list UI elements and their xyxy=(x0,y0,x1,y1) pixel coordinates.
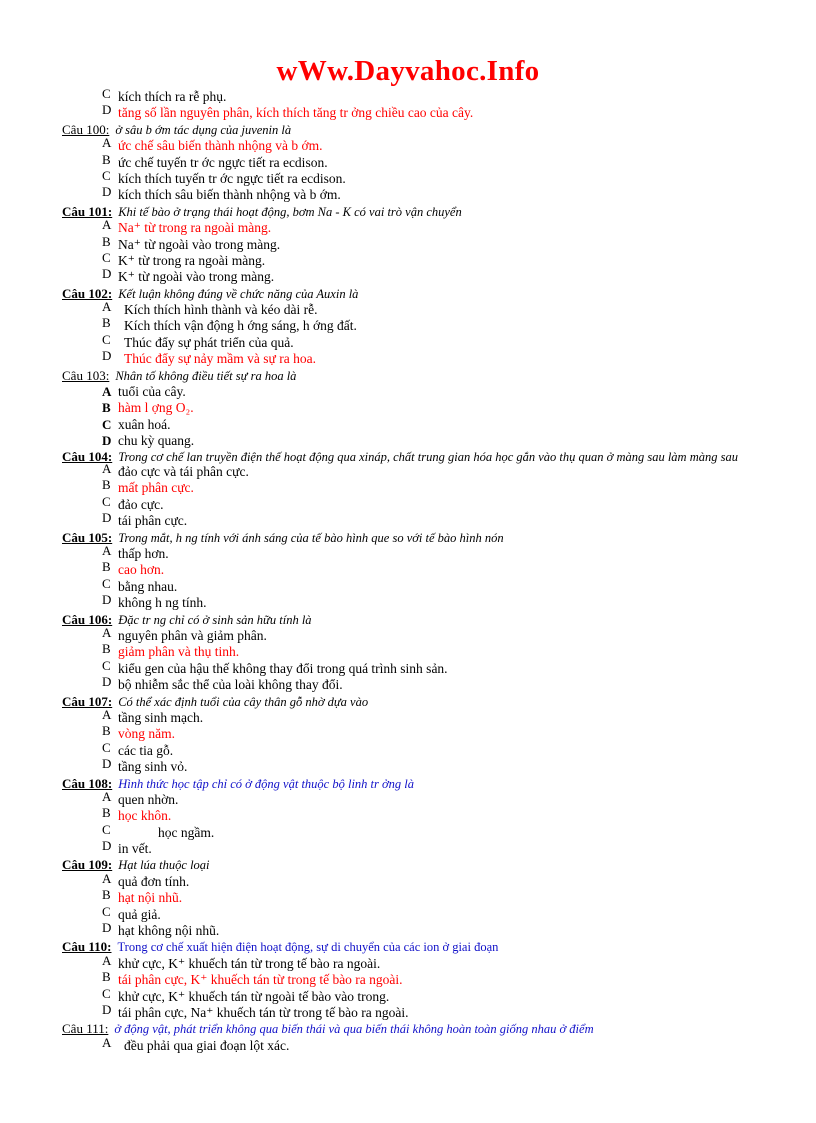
option-letter: A xyxy=(102,625,112,640)
question-number: Câu 100: xyxy=(62,121,110,137)
option-letter: C xyxy=(102,331,111,347)
answer-option xyxy=(62,625,762,644)
answer-option xyxy=(62,348,762,367)
answer-option xyxy=(62,805,762,824)
option-text: cao hơn. xyxy=(118,562,165,578)
option-letter: B xyxy=(102,641,111,657)
answer-option xyxy=(62,543,762,562)
answer-option xyxy=(62,266,762,285)
option-letter: D xyxy=(102,920,112,936)
option-letter: C xyxy=(102,167,111,183)
question-text: Trong cơ chế lan truyền điện thế hoạt động qua xináp, chất trung gian hóa học gắn vào thụ quan ở màng sau làm màng sau xyxy=(118,449,738,464)
option-text: vòng năm. xyxy=(118,726,175,742)
question xyxy=(62,1021,762,1037)
option-letter: D xyxy=(102,674,112,690)
option-letter: D xyxy=(102,756,112,772)
option-text: kích thích ra rễ phụ. xyxy=(118,89,227,104)
question-text: ở động vật, phát triển không qua biến thái và qua biến thái không hoàn toàn giống nhau ở điểm xyxy=(114,1022,594,1037)
answer-option xyxy=(62,217,762,236)
option-letter: D xyxy=(102,348,112,364)
option-text: mất phân cực. xyxy=(118,480,194,496)
option-text: bằng nhau. xyxy=(118,578,178,594)
option-text: ức chế tuyến tr ớc ngực tiết ra ecdison. xyxy=(118,154,328,170)
option-letter: A xyxy=(102,706,112,722)
answer-option xyxy=(62,838,762,857)
option-letter: D xyxy=(102,184,112,200)
option-text: khử cực, K⁺ khuếch tán từ ngoài tế bào vào trong. xyxy=(118,988,390,1004)
option-text: giảm phân và thụ tinh. xyxy=(118,644,240,660)
question xyxy=(62,694,762,710)
option-letter: C xyxy=(102,249,111,265)
answer-option xyxy=(62,331,762,351)
option-letter: A xyxy=(102,384,112,400)
option-letter: A xyxy=(102,135,112,151)
site-title: wWw.Dayvahoc.Info xyxy=(276,55,540,87)
option-text: Kích thích hình thành và kéo dài rễ. xyxy=(124,302,318,318)
option-text: kích thích sâu biến thành nhộng và b ớm. xyxy=(118,187,341,203)
option-letter: A xyxy=(102,870,112,886)
option-letter: A xyxy=(102,461,112,477)
answer-option xyxy=(62,384,762,400)
option-letter: B xyxy=(102,887,111,903)
question-text: Khi tế bào ở trạng thái hoạt động, bơm Na - K có vai trò vận chuyển xyxy=(118,204,462,219)
option-letter: A xyxy=(102,299,112,315)
answer-option xyxy=(62,135,762,154)
question-text: Trong mắt, h ng tính với ánh sáng của tế bào hình que so với tế bào hình nón xyxy=(118,530,504,545)
option-letter: C xyxy=(102,903,111,919)
option-letter: C xyxy=(102,657,111,673)
option-letter: D xyxy=(102,838,112,854)
answer-option xyxy=(62,249,762,269)
option-text: không h ng tính. xyxy=(118,595,207,611)
question xyxy=(62,612,762,628)
answer-option xyxy=(62,706,762,726)
answer-option xyxy=(62,788,762,808)
document-body xyxy=(62,86,762,1054)
question-number: Câu 110: xyxy=(62,939,112,955)
option-text: Na⁺ từ trong ra ngoài màng. xyxy=(118,220,272,236)
answer-option xyxy=(62,592,762,611)
question-text: Hạt lúa thuộc loại xyxy=(118,858,210,873)
answer-option xyxy=(62,477,762,496)
option-text: Thúc đẩy sự phát triển của quả. xyxy=(124,334,294,350)
option-text: in vết. xyxy=(118,841,152,857)
question-number: Câu 109: xyxy=(62,857,113,873)
answer-option xyxy=(62,674,762,693)
option-text: tầng sinh vỏ. xyxy=(118,759,188,775)
question-text: Đặc tr ng chỉ có ở sinh sản hữu tính là xyxy=(118,612,312,627)
answer-option xyxy=(62,887,762,906)
option-letter: A xyxy=(102,217,112,233)
option-letter: B xyxy=(102,477,111,493)
question-text: Có thể xác định tuổi của cây thân gỗ nhờ dựa vào xyxy=(118,694,369,709)
answer-option xyxy=(62,952,762,972)
answer-option xyxy=(62,461,762,480)
question xyxy=(62,122,762,138)
option-text: quen nhờn. xyxy=(118,791,179,807)
answer-option xyxy=(62,510,762,529)
option-letter: A xyxy=(102,1034,112,1050)
option-letter: A xyxy=(102,952,112,968)
answer-option xyxy=(62,739,762,759)
option-text: xuân hoá. xyxy=(118,416,171,432)
question-number: Câu 105: xyxy=(62,529,113,545)
option-text: tái phân cực. xyxy=(118,513,188,529)
option-text: kiểu gen của hậu thế không thay đổi trong quá trình sinh sản. xyxy=(118,660,448,676)
answer-option xyxy=(62,641,762,660)
option-letter: B xyxy=(102,315,111,331)
answer-option xyxy=(62,870,762,890)
option-letter: B xyxy=(102,805,111,821)
option-text: hạt không nội nhũ. xyxy=(118,923,220,939)
option-text: đảo cực và tái phân cực. xyxy=(118,464,249,480)
option-text: kích thích tuyến tr ớc ngực tiết ra ecdison. xyxy=(118,170,346,186)
answer-option xyxy=(62,657,762,677)
question xyxy=(62,776,762,792)
question-text: Trong cơ chế xuất hiện điện hoạt động, sự di chuyển của các ion ở giai đoạn xyxy=(117,940,499,955)
option-letter: C xyxy=(102,575,111,591)
answer-option xyxy=(62,151,762,171)
option-text: đảo cực. xyxy=(118,496,164,512)
option-text: quả giả. xyxy=(118,906,161,922)
option-letter: C xyxy=(102,86,111,101)
answer-option xyxy=(62,723,762,742)
answer-option xyxy=(62,315,762,334)
option-text: học ngầm. xyxy=(158,824,215,840)
answer-option xyxy=(62,493,762,513)
answer-option xyxy=(62,102,762,121)
option-letter: B xyxy=(102,969,111,985)
option-letter: C xyxy=(102,985,111,1001)
option-letter: B xyxy=(102,151,111,167)
option-text: K⁺ từ ngoài vào trong màng. xyxy=(118,269,275,285)
answer-option xyxy=(62,821,762,841)
question-number: Câu 108: xyxy=(62,775,113,791)
option-text: hạt nội nhũ. xyxy=(118,890,183,906)
option-letter: D xyxy=(102,1001,112,1017)
option-text: Na⁺ từ ngoài vào trong màng. xyxy=(118,236,281,252)
option-letter: A xyxy=(102,788,112,804)
question-number: Câu 111: xyxy=(62,1021,109,1037)
answer-option xyxy=(62,1001,762,1021)
answer-option xyxy=(62,417,762,433)
question xyxy=(62,530,762,546)
answer-option xyxy=(62,920,762,939)
question-number: Câu 103: xyxy=(62,367,110,383)
option-text: nguyên phân và giảm phân. xyxy=(118,628,267,643)
option-letter: D xyxy=(102,592,112,608)
option-text: bộ nhiễm sắc thể của loài không thay đổi. xyxy=(118,677,343,693)
answer-option xyxy=(62,400,762,416)
question xyxy=(62,939,762,955)
option-letter: C xyxy=(102,739,111,755)
option-text: các tia gỗ. xyxy=(118,742,174,758)
question-text: Kết luận không đúng về chức năng của Auxin là xyxy=(118,286,359,301)
answer-option xyxy=(62,433,762,449)
option-letter: B xyxy=(102,233,111,249)
question-text: Nhân tố không điều tiết sự ra hoa là xyxy=(115,368,297,383)
answer-option xyxy=(62,903,762,923)
option-letter: C xyxy=(102,493,111,509)
answer-option xyxy=(62,86,762,105)
question-number: Câu 107: xyxy=(62,693,113,709)
option-text: tăng số lần nguyên phân, kích thích tăng tr ởng chiều cao của cây. xyxy=(118,105,474,121)
option-text: tuổi của cây. xyxy=(118,384,186,400)
answer-option xyxy=(62,969,762,988)
question-number: Câu 101: xyxy=(62,203,113,219)
answer-option xyxy=(62,233,762,253)
question-text: ở sâu b ớm tác dụng của juvenin là xyxy=(115,122,292,137)
question-number: Câu 104: xyxy=(62,448,113,464)
option-letter: C xyxy=(102,821,111,837)
answer-option xyxy=(62,756,762,775)
question-text: Hình thức học tập chỉ có ở động vật thuộc bộ linh tr ởng là xyxy=(118,776,415,791)
option-text: đều phải qua giai đoạn lột xác. xyxy=(124,1037,290,1053)
option-text: tầng sinh mạch. xyxy=(118,709,204,725)
answer-option xyxy=(62,184,762,203)
answer-option xyxy=(62,299,762,318)
answer-option xyxy=(62,575,762,595)
option-letter: D xyxy=(102,102,112,118)
option-letter: B xyxy=(102,400,111,416)
option-text: ức chế sâu biến thành nhộng và b ớm. xyxy=(118,138,323,154)
option-text: Thúc đẩy sự nảy mầm và sự ra hoa. xyxy=(124,351,316,367)
option-text: tái phân cực, Na⁺ khuếch tán từ trong tế bào ra ngoài. xyxy=(118,1004,409,1020)
option-text: K⁺ từ trong ra ngoài màng. xyxy=(118,252,266,268)
option-letter: D xyxy=(102,510,112,526)
option-text: chu kỳ quang. xyxy=(118,433,195,449)
option-letter: B xyxy=(102,723,111,739)
answer-option xyxy=(62,985,762,1005)
option-text: Kích thích vận động h ớng sáng, h ớng đất. xyxy=(124,318,357,334)
option-letter: A xyxy=(102,543,112,559)
question xyxy=(62,450,762,465)
question xyxy=(62,204,762,220)
option-letter: C xyxy=(102,416,112,432)
option-text: thấp hơn. xyxy=(118,546,169,562)
option-text: học khôn. xyxy=(118,808,172,824)
answer-option xyxy=(62,167,762,187)
option-text: khử cực, K⁺ khuếch tán từ trong tế bào ra ngoài. xyxy=(118,955,381,971)
option-letter: B xyxy=(102,559,111,575)
question-number: Câu 102: xyxy=(62,285,113,301)
question xyxy=(62,857,762,873)
question-number: Câu 106: xyxy=(62,611,113,627)
option-letter: D xyxy=(102,266,112,282)
answer-option xyxy=(62,559,762,578)
option-text: hàm l ợng O₂. xyxy=(118,400,194,416)
question xyxy=(62,368,762,384)
option-text: tái phân cực, K⁺ khuếch tán từ trong tế bào ra ngoài. xyxy=(118,972,403,988)
option-letter: D xyxy=(102,433,112,449)
option-text: quả đơn tính. xyxy=(118,873,190,889)
question xyxy=(62,286,762,302)
answer-option xyxy=(62,1034,762,1054)
